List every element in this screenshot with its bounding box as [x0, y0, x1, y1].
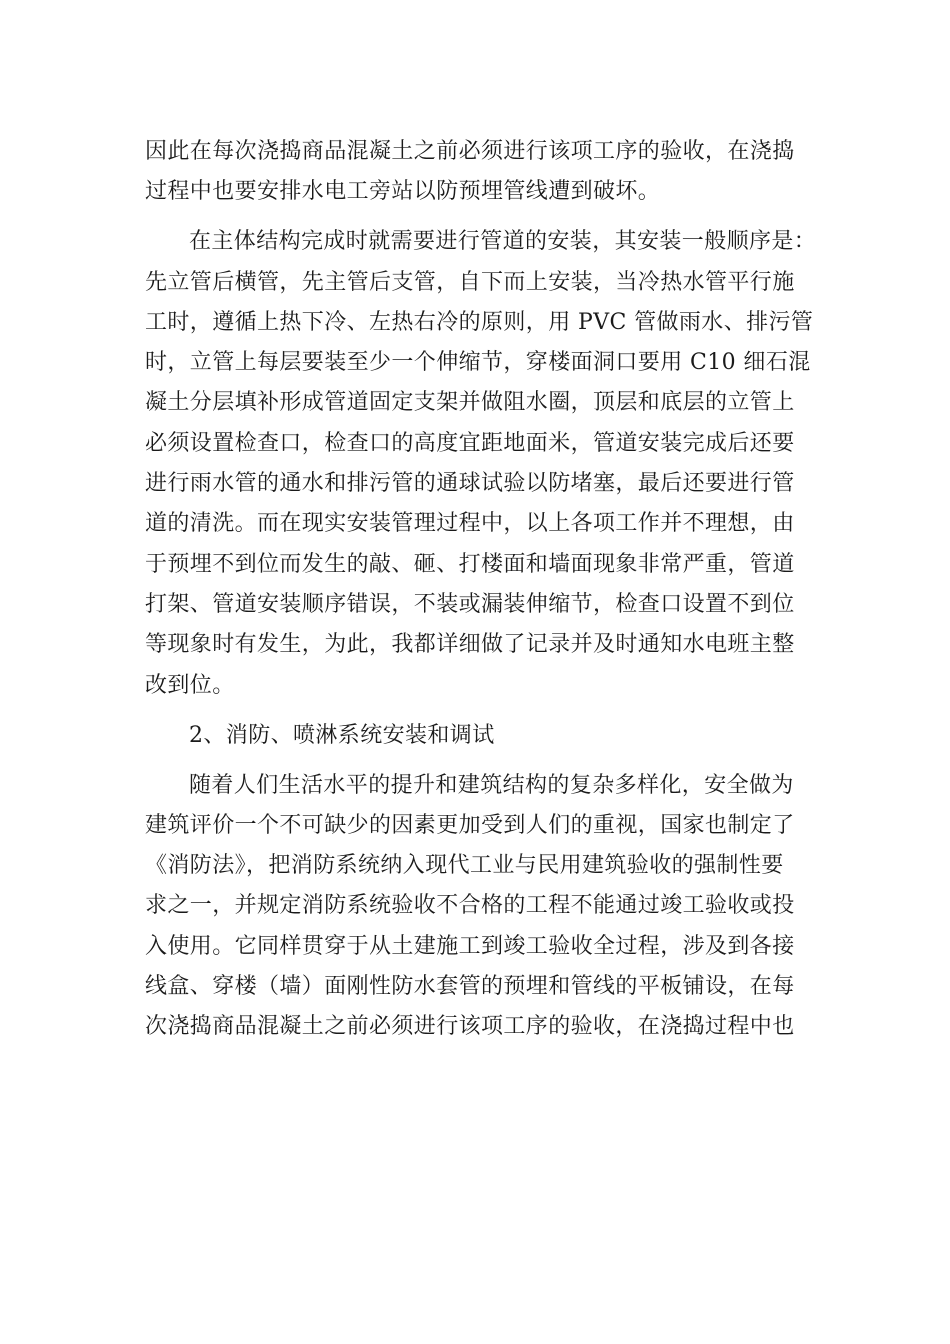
document-body — [145, 132, 817, 1048]
text-line: 建筑评价一个不可缺少的因素更加受到人们的重视，国家也制定了 — [145, 812, 795, 838]
text-line: 等现象时有发生，为此，我都详细做了记录并及时通知水电班主整 — [145, 632, 795, 658]
section-heading — [145, 716, 810, 756]
text-line: 时，立管上每层要装至少一个伸缩节，穿楼面洞口要用 C10 细石混 — [145, 350, 811, 376]
paragraph — [145, 132, 810, 213]
text-line: 必须设置检查口，检查口的高度宜距地面米，管道安装完成后还要 — [145, 430, 795, 456]
text-line: 因此在每次浇捣商品混凝土之前必须进行该项工序的验收，在浇捣 — [145, 139, 795, 164]
text-line: 先立管后横管，先主管后支管，自下而上安装，当冷热水管平行施 — [145, 269, 795, 295]
text-line: 工时，遵循上热下冷、左热右冷的原则，用 PVC 管做雨水、排污管 — [145, 309, 814, 335]
text-line: 随着人们生活水平的提升和建筑结构的复杂多样化，安全做为 — [189, 772, 794, 798]
text-line: 道的清洗。而在现实安装管理过程中，以上各项工作并不理想，由 — [145, 511, 795, 537]
text-line: 在主体结构完成时就需要进行管道的安装，其安装一般顺序是： — [189, 229, 817, 255]
paragraph — [145, 766, 810, 1048]
text-line: 凝土分层填补形成管道固定支架并做阻水圈，顶层和底层的立管上 — [145, 390, 795, 416]
text-line: 《消防法》，把消防系统纳入现代工业与民用建筑验收的强制性要 — [145, 853, 784, 879]
text-line: 入使用。它同样贯穿于从土建施工到竣工验收全过程，涉及到各接 — [145, 933, 795, 959]
text-line: 过程中也要安排水电工旁站以防预埋管线遭到破坏。 — [145, 179, 661, 205]
text-line: 线盒、穿楼（墙）面刚性防水套管的预埋和管线的平板铺设，在每 — [145, 974, 795, 999]
text-line: 求之一，并规定消防系统验收不合格的工程不能通过竣工验收或投 — [145, 893, 795, 919]
text-line: 进行雨水管的通水和排污管的通球试验以防堵塞，最后还要进行管 — [145, 471, 795, 497]
text-line: 打架、管道安装顺序错误，不装或漏装伸缩节，检查口设置不到位 — [145, 591, 795, 617]
paragraph — [145, 222, 817, 706]
text-line: 改到位。 — [145, 672, 235, 698]
heading-line: 2、消防、喷淋系统安装和调试 — [189, 722, 495, 748]
text-line: 次浇捣商品混凝土之前必须进行该项工序的验收，在浇捣过程中也 — [145, 1014, 795, 1040]
text-line: 于预埋不到位而发生的敲、砸、打楼面和墙面现象非常严重，管道 — [145, 551, 795, 577]
